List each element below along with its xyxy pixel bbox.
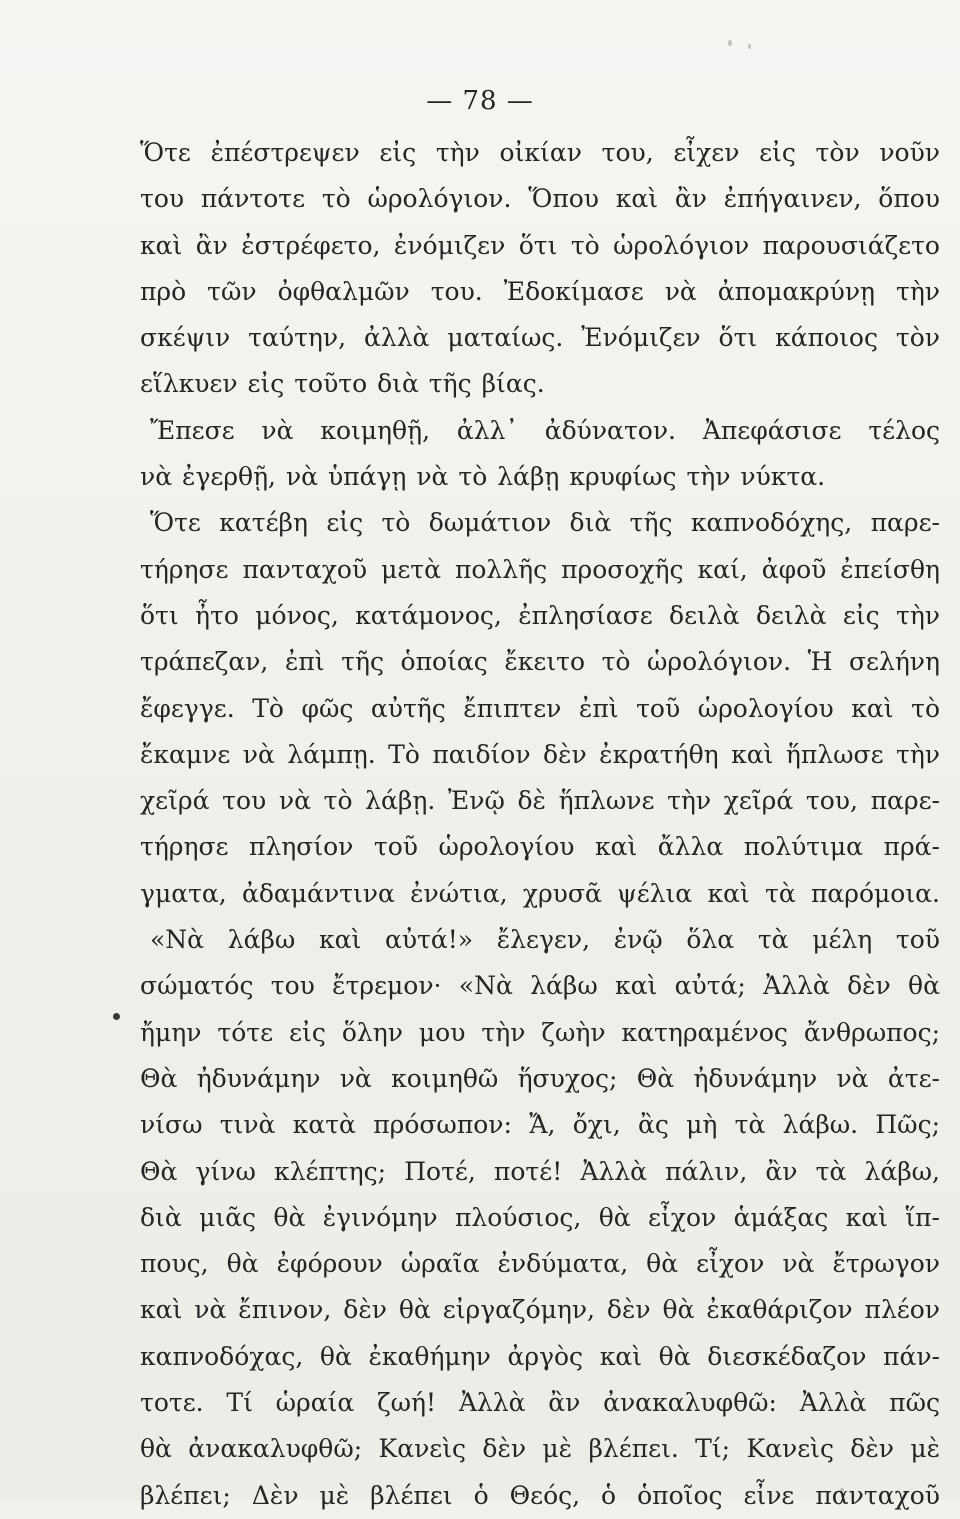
text-line: Θὰ ἠδυνάμην νὰ κοιμηθῶ ἥσυχος; Θὰ ἠδυνάμην νὰ ἀτε- xyxy=(140,1063,940,1093)
text-line: τοτε. Τί ὡραία ζωή! Ἀλλὰ ἂν ἀνακαλυφθῶ: Ἀλλὰ πῶς xyxy=(140,1388,940,1418)
text-line: ἔφεγγε. Τὸ φῶς αὐτῆς ἔπιπτεν ἐπὶ τοῦ ὡρολογίου καὶ τὸ xyxy=(140,693,940,723)
text-line: «Νὰ λάβω καὶ αὐτά!» ἔλεγεν, ἐνῷ ὅλα τὰ μέλη τοῦ xyxy=(150,925,940,955)
text-line: εἵλκυεν εἰς τοῦτο διὰ τῆς βίας. xyxy=(140,369,545,399)
page-number: — 78 — xyxy=(426,86,534,116)
text-line: Ἔπεσε νὰ κοιμηθῇ, ἀλλ᾽ ἀδύνατον. Ἀπεφάσισε τέλος xyxy=(150,415,940,445)
text-line: διὰ μιᾶς θὰ ἐγινόμην πλούσιος, θὰ εἶχον ἁμάξας καὶ ἵπ- xyxy=(140,1202,940,1232)
text-line: νὰ ἐγερθῇ, νὰ ὑπάγῃ νὰ τὸ λάβῃ κρυφίως τὴν νύκτα. xyxy=(140,462,826,492)
paper-speck xyxy=(748,44,751,49)
text-line: πρὸ τῶν ὀφθαλμῶν του. Ἐδοκίμασε νὰ ἀπομακρύνῃ τὴν xyxy=(140,276,940,306)
text-line: τήρησε πλησίον τοῦ ὡρολογίου καὶ ἄλλα πολύτιμα πρά- xyxy=(140,832,940,862)
text-line: καὶ ἂν ἐστρέφετο, ἐνόμιζεν ὅτι τὸ ὡρολόγιον παρουσιάζετο xyxy=(140,230,940,260)
text-line: Θὰ γίνω κλέπτης; Ποτέ, ποτέ! Ἀλλὰ πάλιν, ἂν τὰ λάβω, xyxy=(140,1156,940,1186)
text-line: θὰ ἀνακαλυφθῶ; Κανεὶς δὲν μὲ βλέπει. Τί; Κανεὶς δὲν μὲ xyxy=(140,1434,940,1464)
paper-speck xyxy=(728,40,732,46)
text-line: χεῖρά του νὰ τὸ λάβῃ. Ἐνῷ δὲ ἥπλωνε τὴν χεῖρά του, παρε- xyxy=(140,786,940,816)
text-line: Ὅτε ἐπέστρεψεν εἰς τὴν οἰκίαν του, εἶχεν εἰς τὸν νοῦν xyxy=(140,138,940,167)
text-line: καπνοδόχας, θὰ ἐκαθήμην ἀργὸς καὶ θὰ διεσκέδαζον πάν- xyxy=(140,1341,940,1371)
text-line: σκέψιν ταύτην, ἀλλὰ ματαίως. Ἐνόμιζεν ὅτι κάποιος τὸν xyxy=(140,323,940,353)
text-line: Ὅτε κατέβη εἰς τὸ δωμάτιον διὰ τῆς καπνοδόχης, παρε- xyxy=(150,508,940,538)
body-text xyxy=(140,130,940,1519)
text-line: γματα, ἀδαμάντινα ἐνώτια, χρυσᾶ ψέλια καὶ τὰ παρόμοια. xyxy=(140,878,940,908)
text-line: ἤμην τότε εἰς ὅλην μου τὴν ζωὴν κατηραμένος ἄνθρωπος; xyxy=(140,1017,940,1047)
text-line: πους, θὰ ἐφόρουν ὡραῖα ἐνδύματα, θὰ εἶχον νὰ ἔτρωγον xyxy=(140,1249,940,1279)
text-line: καὶ νὰ ἔπινον, δὲν θὰ εἰργαζόμην, δὲν θὰ ἐκαθάριζον πλέον xyxy=(140,1295,940,1325)
margin-ink-dot xyxy=(113,1013,120,1020)
text-line: νίσω τινὰ κατὰ πρόσωπον: Ἄ, ὄχι, ἂς μὴ τὰ λάβω. Πῶς; xyxy=(140,1110,940,1140)
text-line: του πάντοτε τὸ ὡρολόγιον. Ὅπου καὶ ἂν ἐπήγαινεν, ὅπου xyxy=(140,184,940,214)
text-line: τράπεζαν, ἐπὶ τῆς ὁποίας ἔκειτο τὸ ὡρολόγιον. Ἡ σελήνη xyxy=(140,647,940,677)
text-line: σώματός του ἔτρεμον· «Νὰ λάβω καὶ αὐτά; Ἀλλὰ δὲν θὰ xyxy=(140,971,940,1001)
text-line: ὅτι ἦτο μόνος, κατάμονος, ἐπλησίασε δειλὰ δειλὰ εἰς τὴν xyxy=(140,600,940,630)
text-line: τήρησε πανταχοῦ μετὰ πολλῆς προσοχῆς καί, ἀφοῦ ἐπείσθη xyxy=(140,554,940,584)
text-line: βλέπει; Δὲν μὲ βλέπει ὁ Θεός, ὁ ὁποῖος εἶνε πανταχοῦ xyxy=(140,1480,940,1510)
text-line: ἔκαμνε νὰ λάμπῃ. Τὸ παιδίον δὲν ἐκρατήθη καὶ ἥπλωσε τὴν xyxy=(140,739,940,769)
